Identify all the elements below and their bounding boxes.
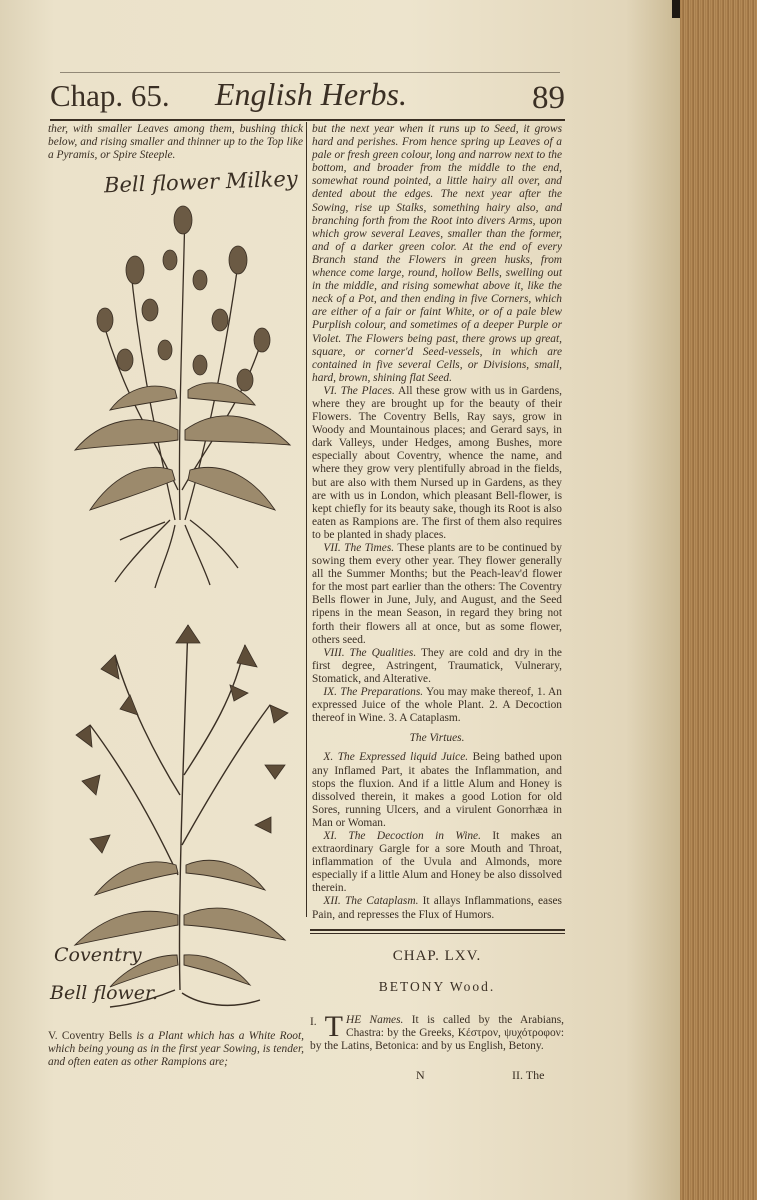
drop-cap-letter: T bbox=[324, 1010, 343, 1043]
section-vi-text: All these grow with us in Gardens, where they are brought up for the beauty of their Flowers. The Coventry Bells, Ray says, grow in Woody and Mountainous places; and Gerard says, in dark Valleys, under Hedges, among Bushes, more especially about Coventry, whence the name, and where they grow very plentifully abroad in the fields, but are also with them Nursed up in Gardens, as they are with us in London, which pleasant Bell-flower, is kept chiefly for its beauty sake, though its Root is also eaten as Rampions are. The first of them also requires to be planted in shady places. bbox=[312, 384, 562, 541]
right-column-text bbox=[312, 123, 562, 922]
section-v-text: is a Plant which has a White Root, which being young as in the first year Sowing, is tender, and often eaten as other Rampions are; bbox=[48, 1030, 304, 1069]
book-title: English Herbs. bbox=[215, 76, 407, 112]
section-vi-head: VI. The Places. bbox=[323, 384, 395, 397]
left-bottom-text bbox=[48, 1030, 304, 1069]
chapter-rule bbox=[310, 929, 565, 931]
signature-mark: N bbox=[416, 1068, 425, 1082]
section-xi-head: XI. The Decoction in Wine. bbox=[323, 829, 481, 842]
virtues-heading: The Virtues. bbox=[409, 732, 465, 745]
section-viii-text: They are cold and dry in the first degree, Astringent, Traumatick, Vulnerary, Stomatick, and Alterative. bbox=[312, 646, 562, 685]
section-xii-head: XII. The Cataplasm. bbox=[323, 895, 419, 908]
header-rule-top bbox=[60, 72, 560, 73]
header-rule bbox=[50, 119, 565, 121]
betony-names-head: HE Names. bbox=[345, 1014, 404, 1026]
column-divider bbox=[306, 122, 307, 917]
left-top-paragraph: ther, with smaller Leaves among them, bushing thick below, and rising smaller and thinner up to the Top like a Pyramis, or Spire Steeple. bbox=[48, 123, 303, 162]
catchword: II. The bbox=[512, 1068, 545, 1082]
description-continued: but the next year when it runs up to Seed, it grows hard and perishes. From hence spring up Leaves of a pale or fresh green colour, long and narrow next to the bottom, and broader from the middle to the end, somewhat round pointed, a little hairy all over, and dented about the edges. The next year after the Sowing, rise up Stalks, something hairy also, and branching forth from the Root into divers Arms, upon which grow several Leaves, smaller than the former, and of a darker green color. At the end of every Branch stand the Flowers in green husks, from whence come large, round, hollow Bells, swelling out in the middle, and rising somewhat above it, like the neck of a Pot, and then ending in five Corners, which are either of a fair or faint White, or of a pale blew Purplish colour, and sometimes of a deeper Purple or Violet. The Flowers being past, there grows up great, square, or corner'd Seed-vessels, in which are contained in five several Cells, or Divisions, small, hard, brown, shining flat Seed. bbox=[312, 123, 562, 384]
betony-section-number: I. bbox=[310, 1016, 317, 1028]
section-viii-head: VIII. The Qualities. bbox=[323, 646, 417, 659]
section-x bbox=[312, 751, 562, 830]
page-fore-edge bbox=[680, 0, 757, 1200]
betony-names-paragraph bbox=[310, 1010, 564, 1053]
section-xii-text: It allays Inflammations, eases Pain, and represses the Flux of Humors. bbox=[312, 895, 562, 921]
caption-bell-flower-milkey: Bell flower Milkey bbox=[103, 166, 299, 198]
section-ix-text: You may make thereof, 1. An expressed Juice of the whole Plant. 2. A Decoction thereof in Wine. 3. A Cataplasm. bbox=[312, 686, 562, 725]
section-xi-text: It makes an extraordinary Gargle for a sore Mouth and Throat, inflammation of the Uvula and Almonds, more especially if a little Alum and Honey be also dissolved therein. bbox=[312, 829, 562, 895]
section-vii-head: VII. The Times. bbox=[323, 542, 395, 554]
section-vi bbox=[312, 385, 562, 542]
caption-bell-flower: Bell flower. bbox=[50, 982, 159, 1004]
section-vii-text: These plants are to be continued by sowing them every other year. They flower generally all the Summer Months; but the Peach-leav'd flower for the most part earlier than the others: The Coventry Bells flower in June, July, and August, and the Seed ripens in the mean Season, in regard they bring not forth their flowers all at once, but as some flower, others seed. bbox=[312, 542, 562, 646]
section-vii bbox=[312, 542, 562, 647]
left-column-top-text bbox=[48, 123, 303, 162]
section-x-text: Being bathed upon any Inflamed Part, it abates the Inflammation, and stops the fluxion. And if a little Alum and Honey is dissolved therein, it makes a good Lotion for old Sores, running Ulcers, and a virulent Gonorrhæa in Man or Woman. bbox=[312, 751, 562, 829]
bell-flower-illustration bbox=[60, 190, 300, 590]
section-v-subject: Coventry Bells bbox=[61, 1030, 133, 1042]
section-x-head: X. The Expressed liquid Juice. bbox=[323, 751, 469, 764]
section-xii bbox=[312, 895, 562, 921]
section-v-number: V. bbox=[48, 1030, 58, 1042]
next-chapter-heading: CHAP. LXV. bbox=[392, 948, 482, 964]
chapter-label: Chap. 65. bbox=[50, 78, 170, 113]
page-number: 89 bbox=[532, 80, 565, 116]
section-xi bbox=[312, 830, 562, 895]
caption-coventry: Coventry bbox=[54, 944, 142, 966]
section-ix bbox=[312, 686, 562, 725]
section-ix-head: IX. The Preparations. bbox=[323, 686, 424, 699]
chapter-rule-thin bbox=[310, 933, 565, 934]
betony-names-text: It is called by the Arabians, Chastra: by the Greeks, Κέστρον, ψυχότροφον: by the Latins, Betonica: and by us English, Betony. bbox=[310, 1014, 564, 1053]
section-viii bbox=[312, 647, 562, 686]
next-chapter-subheading: BETONY Wood. bbox=[378, 979, 496, 994]
running-head bbox=[50, 78, 565, 120]
